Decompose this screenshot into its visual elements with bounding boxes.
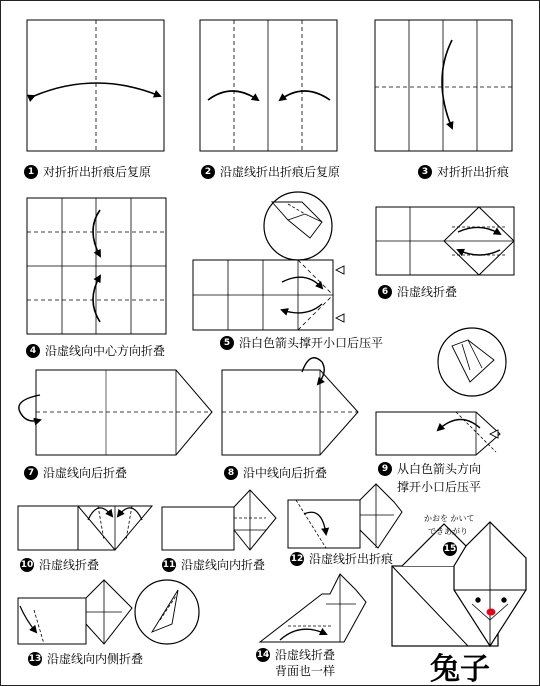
step-10-drawing [18,506,152,550]
step-13-number: 13 [28,654,42,664]
step-4-drawing [27,198,166,334]
step-12-text: 沿虚线折出折痕 [309,552,394,566]
step-1-label [24,165,151,179]
step-5-text: 沿白色箭头撑开小口后压平 [239,336,384,350]
step-13-text: 沿虚线向内侧折叠 [47,652,144,666]
step-11-text: 沿虚线向内折叠 [181,558,266,572]
step-9-number: 9 [378,462,392,476]
step-15-number: 15 [443,544,457,554]
step-3-text: 对折折出折痕 [437,165,510,179]
step-5-label [220,336,383,350]
step-14-text-line2: 背面也一样 [275,664,336,678]
step-2-label [201,165,340,179]
step-8-number: 8 [224,466,238,480]
step-15-rabbit [392,522,526,646]
step-9-drawing [376,328,506,455]
step-3-drawing [375,20,512,151]
step-2-number: 2 [201,165,215,179]
step-6-drawing [376,207,514,275]
step-3-label [418,165,509,179]
step-4-number: 4 [26,344,40,358]
step-11-number: 11 [162,560,176,570]
step-9-text-line2: 撑开小口后压平 [397,480,482,494]
step-6-number: 6 [378,285,392,299]
step-12-label [290,552,393,566]
step-9-text: 从白色箭头方向 [397,462,482,476]
step-14-number: 14 [256,650,270,660]
japanese-note-line2: できあがり [428,527,468,536]
step-14-label [256,648,335,678]
step-13-drawing [18,580,199,644]
step-7-number: 7 [24,466,38,480]
japanese-note-line1: かおを かいて [424,514,475,523]
step-8-drawing [222,358,358,455]
step-10-label [20,558,99,572]
step-4-text: 沿虚线向中心方向折叠 [45,344,166,358]
rabbit-nose [487,609,496,616]
step-1-drawing [27,20,164,151]
step-2-text: 沿虚线折出折痕后复原 [220,165,341,179]
step-13-label [28,652,143,666]
step-6-label [378,285,457,299]
step-12-number: 12 [290,554,304,564]
step-6-text: 沿虚线折叠 [397,285,458,299]
step-5-number: 5 [220,336,234,350]
step-14-drawing [260,574,366,642]
diagram-title: 兔子 [430,652,490,686]
step-8-label [224,466,327,480]
step-1-text: 对折折出折痕后复原 [43,165,152,179]
step-7-text: 沿虚线向后折叠 [43,466,128,480]
step-9-label [378,462,481,494]
step-14-text: 沿虚线折叠 [275,648,336,662]
step-10-text: 沿虚线折叠 [39,558,100,572]
step-7-label [24,466,127,480]
step-10-number: 10 [20,560,34,570]
step-15-label [443,542,462,556]
step-2-drawing [200,20,337,151]
step-11-drawing [162,490,276,550]
step-1-number: 1 [24,165,38,179]
step-7-drawing [19,370,212,455]
step-4-label [26,344,165,358]
step-8-text: 沿中线向后折叠 [243,466,328,480]
step-5-drawing [193,192,344,330]
step-11-label [162,558,265,572]
step-3-number: 3 [418,165,432,179]
